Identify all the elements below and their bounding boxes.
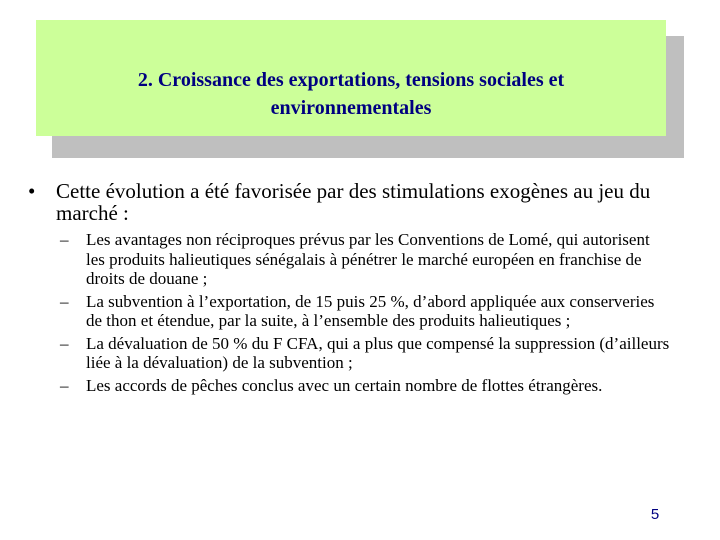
sub-bullet-dash: –	[60, 230, 69, 249]
sub-bullet-item	[60, 230, 670, 289]
sub-bullet-item	[60, 292, 670, 331]
sub-bullet-dash: –	[60, 291, 69, 311]
main-bullet-text: Cette évolution a été favorisée par des stimulations exogènes au jeu du marché :	[56, 179, 651, 225]
sub-bullet-dash: –	[60, 333, 69, 353]
sub-bullet-item	[60, 376, 670, 396]
slide-title-line-1: 2. Croissance des exportations, tensions sociales et	[137, 69, 565, 91]
page-number: 5	[650, 506, 660, 523]
sub-bullet-text: Les accords de pêches conclus avec un certain nombre de flottes étrangères.	[86, 375, 603, 395]
sub-bullet-text: La subvention à l’exportation, de 15 puis 25 %, d’abord appliquée aux conserveries de thon et étendue, par la suite, à l’ensemble des produits halieutiques ;	[86, 291, 655, 330]
sub-bullet-text: La dévaluation de 50 % du F CFA, qui a plus que compensé la suppression (d’ailleurs liée à la dévaluation) de la subvention ;	[86, 333, 670, 372]
bullet-dot: •	[28, 179, 36, 203]
slide-title	[36, 66, 666, 122]
slide-title-line-2: environnementales	[270, 97, 432, 119]
sub-bullet-list	[60, 230, 670, 398]
sub-bullet-text: Les avantages non réciproques prévus par les Conventions de Lomé, qui autorisent les produits halieutiques sénégalais à pénétrer le marché européen en franchise de droits de douane ;	[86, 230, 650, 288]
sub-bullet-dash: –	[60, 375, 69, 395]
main-bullet	[28, 179, 676, 225]
sub-bullet-item	[60, 334, 670, 373]
